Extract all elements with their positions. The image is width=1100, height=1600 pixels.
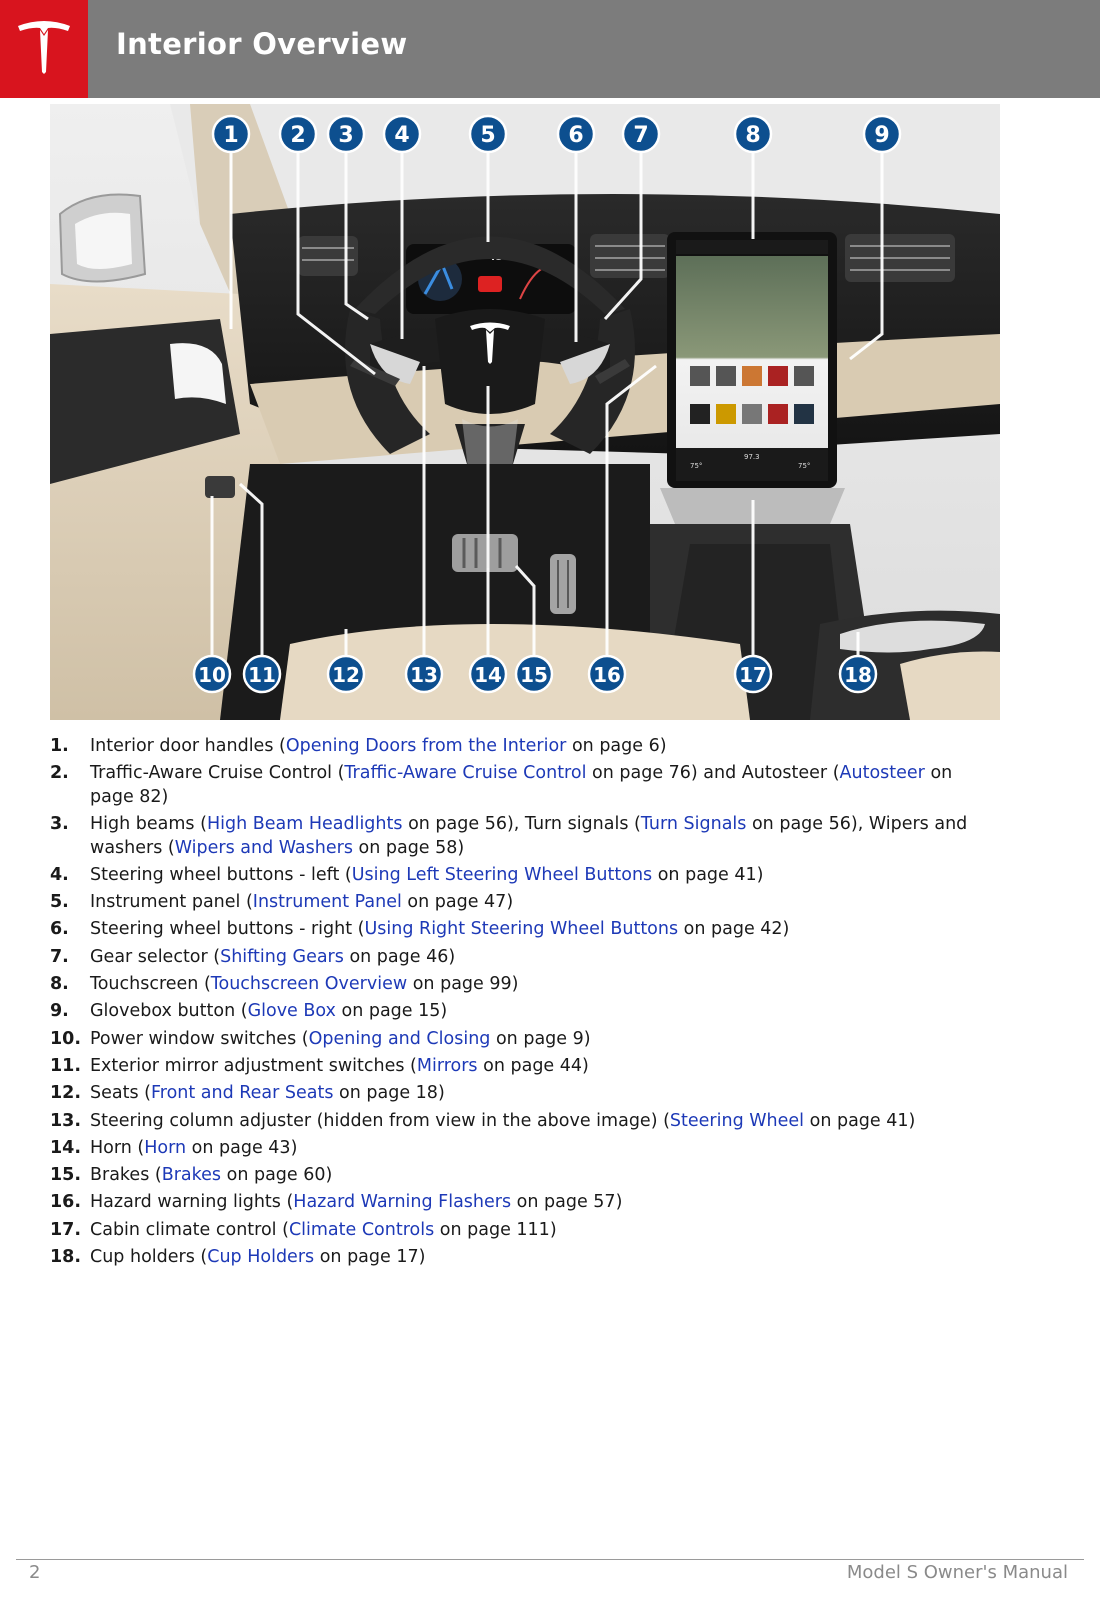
callout-number: 8 xyxy=(745,123,761,148)
callout-number: 15 xyxy=(520,663,548,687)
callout-badge xyxy=(470,116,506,152)
item-link[interactable]: Brakes xyxy=(161,1165,222,1186)
callout-badge xyxy=(194,656,230,692)
list-item xyxy=(50,735,980,759)
item-number: 13. xyxy=(50,1110,82,1131)
item-link[interactable]: Opening and Closing xyxy=(308,1028,491,1049)
item-link[interactable]: Using Left Steering Wheel Buttons xyxy=(351,864,653,885)
callout-badge xyxy=(280,116,316,152)
item-link[interactable]: Turn Signals xyxy=(640,814,747,835)
callout-number: 11 xyxy=(248,663,276,687)
callout-number: 2 xyxy=(290,123,306,148)
callout-number: 5 xyxy=(480,123,496,148)
callout-badge xyxy=(735,116,771,152)
callout-number: 1 xyxy=(223,123,239,148)
callout-number: 12 xyxy=(332,663,360,687)
item-text: Steering wheel buttons - right ( xyxy=(90,919,365,940)
item-number: 4. xyxy=(50,864,69,885)
item-link[interactable]: Shifting Gears xyxy=(220,946,344,967)
callout-number: 10 xyxy=(198,663,226,687)
list-item xyxy=(50,1246,980,1270)
list-item xyxy=(50,762,980,809)
callout-number: 13 xyxy=(410,663,438,687)
item-link[interactable]: Mirrors xyxy=(416,1055,478,1076)
item-text: Glovebox button ( xyxy=(90,1001,248,1022)
item-text: Exterior mirror adjustment switches ( xyxy=(90,1055,417,1076)
item-link[interactable]: Using Right Steering Wheel Buttons xyxy=(364,919,679,940)
item-link[interactable]: Autosteer xyxy=(839,763,925,784)
item-text: on page 44) xyxy=(477,1055,589,1076)
item-link[interactable]: Hazard Warning Flashers xyxy=(293,1192,512,1213)
item-link[interactable]: Steering Wheel xyxy=(669,1110,805,1131)
item-number: 14. xyxy=(50,1137,82,1158)
list-item xyxy=(50,946,980,970)
item-text: Brakes ( xyxy=(90,1165,162,1186)
list-item xyxy=(50,1110,980,1134)
callout-badge xyxy=(470,656,506,692)
list-item xyxy=(50,864,980,888)
item-number: 2. xyxy=(50,763,69,784)
callout-badge xyxy=(406,656,442,692)
item-link[interactable]: High Beam Headlights xyxy=(206,814,403,835)
list-item xyxy=(50,1137,980,1161)
callout-number: 18 xyxy=(844,663,872,687)
callout-number: 17 xyxy=(739,663,767,687)
brand-logo-box xyxy=(0,0,88,98)
item-text: on page 15) xyxy=(335,1001,448,1022)
item-text: Steering wheel buttons - left ( xyxy=(90,864,352,885)
item-text: on page 111) xyxy=(434,1219,557,1240)
item-text: Interior door handles ( xyxy=(90,736,286,756)
callout-number: 9 xyxy=(874,123,890,148)
list-item xyxy=(50,1055,980,1079)
item-text: on page 41) xyxy=(804,1110,916,1131)
callout-number: 4 xyxy=(394,123,410,148)
item-number: 9. xyxy=(50,1001,69,1022)
item-text: on page 99) xyxy=(407,974,519,995)
callout-number: 3 xyxy=(338,123,354,148)
page-title: Interior Overview xyxy=(116,27,408,61)
screen-readout-text: 97.3 xyxy=(744,453,760,461)
callout-list xyxy=(50,735,980,1273)
item-number: 5. xyxy=(50,892,69,913)
item-text: on page 60) xyxy=(221,1165,333,1186)
footer-divider xyxy=(16,1559,1084,1560)
callout-badge xyxy=(735,656,771,692)
item-text: on page 9) xyxy=(490,1028,591,1049)
list-item xyxy=(50,813,980,860)
item-text: Traffic-Aware Cruise Control ( xyxy=(90,763,345,784)
item-text: Seats ( xyxy=(90,1083,151,1104)
item-link[interactable]: Instrument Panel xyxy=(252,892,402,913)
list-item xyxy=(50,1191,980,1215)
temp-right-text: 75° xyxy=(798,462,811,470)
item-number: 15. xyxy=(50,1165,82,1186)
callout-badge xyxy=(840,656,876,692)
item-link[interactable]: Cup Holders xyxy=(207,1247,315,1268)
item-link[interactable]: Opening Doors from the Interior xyxy=(285,736,567,756)
callout-badge xyxy=(589,656,625,692)
page-header xyxy=(0,0,1100,98)
list-item xyxy=(50,918,980,942)
callout-badge xyxy=(864,116,900,152)
item-text: on page 58) xyxy=(352,837,465,858)
callout-badge xyxy=(558,116,594,152)
item-link[interactable]: Touchscreen Overview xyxy=(210,974,408,995)
interior-figure xyxy=(50,104,1000,720)
item-text: on page 76) and Autosteer ( xyxy=(586,763,840,784)
item-number: 11. xyxy=(50,1055,82,1076)
item-number: 12. xyxy=(50,1083,82,1104)
item-text: Steering column adjuster (hidden from view in the above image) ( xyxy=(90,1110,670,1131)
item-link[interactable]: Horn xyxy=(144,1137,187,1158)
callout-number: 6 xyxy=(568,123,584,148)
item-text: Instrument panel ( xyxy=(90,892,253,913)
item-text: Power window switches ( xyxy=(90,1028,309,1049)
item-text: on page 82) xyxy=(90,763,953,807)
item-text: on page 56), Turn signals ( xyxy=(402,814,641,835)
item-text: Horn ( xyxy=(90,1137,145,1158)
item-text: Hazard warning lights ( xyxy=(90,1192,294,1213)
callout-badge xyxy=(328,656,364,692)
item-text: Cabin climate control ( xyxy=(90,1219,289,1240)
item-text: on page 42) xyxy=(678,919,790,940)
callout-badge xyxy=(516,656,552,692)
item-text: on page 56), Wipers and washers ( xyxy=(90,814,968,858)
item-text: on page 43) xyxy=(186,1137,298,1158)
list-item xyxy=(50,1000,980,1024)
item-number: 7. xyxy=(50,946,69,967)
callout-badge xyxy=(244,656,280,692)
item-number: 1. xyxy=(50,736,69,756)
item-number: 3. xyxy=(50,814,69,835)
callout-badge xyxy=(328,116,364,152)
list-item xyxy=(50,1164,980,1188)
list-item xyxy=(50,1219,980,1243)
item-number: 8. xyxy=(50,974,69,995)
tesla-logo-icon xyxy=(14,16,74,76)
item-text: on page 41) xyxy=(652,864,764,885)
item-text: Cup holders ( xyxy=(90,1247,208,1268)
item-link[interactable]: Wipers and Washers xyxy=(174,837,353,858)
callout-number: 16 xyxy=(593,663,621,687)
callout-number: 14 xyxy=(474,663,502,687)
list-item xyxy=(50,1082,980,1106)
item-text: Touchscreen ( xyxy=(90,974,211,995)
list-item xyxy=(50,1028,980,1052)
list-item xyxy=(50,891,980,915)
item-text: on page 57) xyxy=(511,1192,623,1213)
item-text: Gear selector ( xyxy=(90,946,221,967)
item-text: on page 18) xyxy=(333,1083,445,1104)
item-number: 16. xyxy=(50,1192,82,1213)
item-number: 6. xyxy=(50,919,69,940)
interior-illustration xyxy=(50,104,1000,720)
item-number: 18. xyxy=(50,1247,82,1268)
list-item xyxy=(50,973,980,997)
item-text: on page 6) xyxy=(566,736,667,756)
callout-badge xyxy=(213,116,249,152)
manual-title: Model S Owner's Manual xyxy=(846,1562,1068,1583)
temp-left-text: 75° xyxy=(690,462,703,470)
item-link[interactable]: Glove Box xyxy=(247,1001,336,1022)
item-text: on page 17) xyxy=(314,1247,426,1268)
item-text: on page 47) xyxy=(401,892,514,913)
callout-badge xyxy=(384,116,420,152)
item-link[interactable]: Front and Rear Seats xyxy=(150,1083,334,1104)
item-number: 10. xyxy=(50,1028,82,1049)
item-link[interactable]: Traffic-Aware Cruise Control xyxy=(344,763,587,784)
item-link[interactable]: Climate Controls xyxy=(288,1219,435,1240)
callout-badge xyxy=(623,116,659,152)
page-number: 2 xyxy=(29,1562,41,1583)
item-number: 17. xyxy=(50,1219,82,1240)
callout-number: 7 xyxy=(633,123,649,148)
item-text: High beams ( xyxy=(90,814,207,835)
item-text: on page 46) xyxy=(343,946,456,967)
